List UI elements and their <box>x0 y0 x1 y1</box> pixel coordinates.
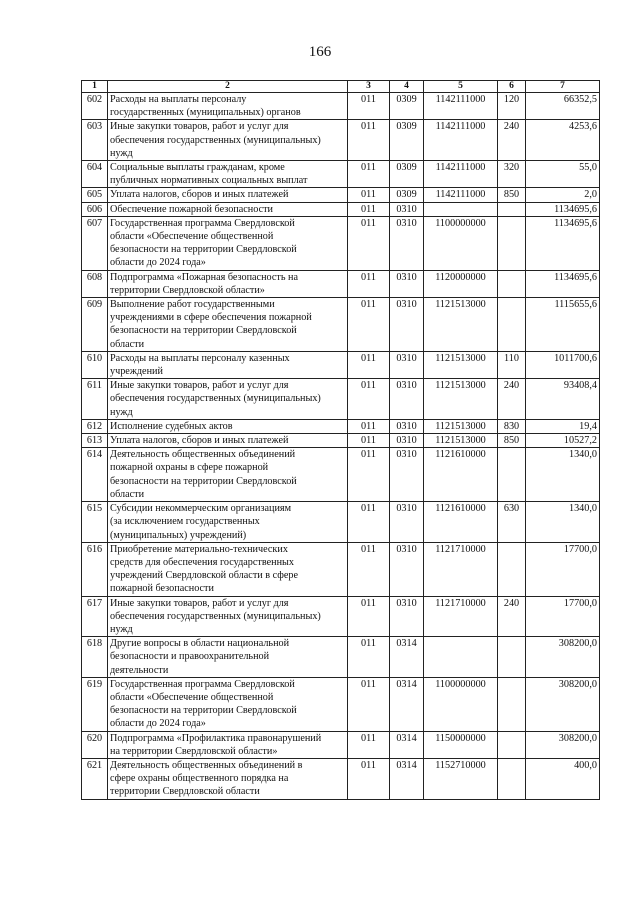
table-row <box>82 448 600 502</box>
row-number: 613 <box>82 434 108 448</box>
expense-type-code: 120 <box>498 93 526 120</box>
amount: 93408,4 <box>526 379 600 420</box>
amount: 66352,5 <box>526 93 600 120</box>
table-row <box>82 419 600 433</box>
row-name-line: обеспечения государственных (муниципальных) <box>110 610 321 622</box>
row-name-line: Деятельность общественных объединений <box>110 449 296 461</box>
row-name <box>108 270 348 297</box>
row-name-line: деятельности <box>110 664 169 676</box>
row-number: 615 <box>82 502 108 543</box>
table-row <box>82 434 600 448</box>
row-name <box>108 202 348 216</box>
header-row <box>82 81 600 93</box>
row-name-line: безопасности на территории Свердловской <box>110 475 297 487</box>
row-name-line: (за исключением государственных <box>110 516 260 528</box>
amount: 1134695,6 <box>526 216 600 270</box>
section-code: 0310 <box>390 596 424 637</box>
row-number: 604 <box>82 161 108 188</box>
section-code: 0310 <box>390 351 424 378</box>
target-article-code: 1100000000 <box>424 216 498 270</box>
row-name-line: Расходы на выплаты персоналу казенных <box>110 352 290 364</box>
row-name-line: пожарной безопасности <box>110 583 214 595</box>
row-name <box>108 161 348 188</box>
table-row <box>82 542 600 596</box>
row-name-line: сфере охраны общественного порядка на <box>110 773 289 785</box>
section-code: 0310 <box>390 448 424 502</box>
section-code: 0310 <box>390 216 424 270</box>
row-name-line: области до 2024 года» <box>110 257 206 269</box>
row-name-line: нужд <box>110 623 133 635</box>
ministry-code: 011 <box>348 448 390 502</box>
expense-type-code <box>498 542 526 596</box>
row-name-line: территории Свердловской области» <box>110 284 265 296</box>
amount: 17700,0 <box>526 596 600 637</box>
expense-type-code: 240 <box>498 596 526 637</box>
row-number: 618 <box>82 637 108 678</box>
section-code: 0314 <box>390 677 424 731</box>
row-number: 621 <box>82 758 108 799</box>
row-name-line: области <box>110 488 145 500</box>
expense-type-code: 240 <box>498 379 526 420</box>
header-cell: 4 <box>390 81 424 93</box>
table-row <box>82 270 600 297</box>
row-number: 610 <box>82 351 108 378</box>
header-cell: 7 <box>526 81 600 93</box>
row-name-line: Подпрограмма «Профилактика правонарушений <box>110 732 322 744</box>
row-name-line: учреждений Свердловской области в сфере <box>110 570 299 582</box>
row-name <box>108 502 348 543</box>
expense-type-code: 240 <box>498 120 526 161</box>
row-number: 611 <box>82 379 108 420</box>
section-code: 0310 <box>390 542 424 596</box>
row-name <box>108 120 348 161</box>
row-name-line: Приобретение материально-технических <box>110 543 288 555</box>
row-name-line: государственных (муниципальных) органов <box>110 107 301 119</box>
expense-type-code: 850 <box>498 188 526 202</box>
header-cell: 6 <box>498 81 526 93</box>
row-name-line: области «Обеспечение общественной <box>110 231 274 243</box>
section-code: 0309 <box>390 188 424 202</box>
amount: 308200,0 <box>526 731 600 758</box>
row-name-line: безопасности на территории Свердловской <box>110 705 297 717</box>
expense-type-code <box>498 758 526 799</box>
row-name-line: Социальные выплаты гражданам, кроме <box>110 162 285 174</box>
expense-type-code <box>498 637 526 678</box>
row-name-line: Иные закупки товаров, работ и услуг для <box>110 380 289 392</box>
ministry-code: 011 <box>348 216 390 270</box>
row-name-line: Иные закупки товаров, работ и услуг для <box>110 597 289 609</box>
row-name <box>108 298 348 352</box>
row-name-line: средств для обеспечения государственных <box>110 556 294 568</box>
row-name-line: Уплата налогов, сборов и иных платежей <box>110 435 289 447</box>
section-code: 0310 <box>390 202 424 216</box>
target-article-code: 1121513000 <box>424 419 498 433</box>
row-name-line: учреждений <box>110 366 163 378</box>
amount: 1340,0 <box>526 502 600 543</box>
row-number: 619 <box>82 677 108 731</box>
row-number: 603 <box>82 120 108 161</box>
amount: 1134695,6 <box>526 270 600 297</box>
section-code: 0314 <box>390 758 424 799</box>
amount: 1134695,6 <box>526 202 600 216</box>
expense-type-code: 630 <box>498 502 526 543</box>
table-row <box>82 216 600 270</box>
target-article-code: 1142111000 <box>424 188 498 202</box>
row-name <box>108 758 348 799</box>
amount: 17700,0 <box>526 542 600 596</box>
amount: 55,0 <box>526 161 600 188</box>
table-row <box>82 677 600 731</box>
row-name-line: Обеспечение пожарной безопасности <box>110 203 274 215</box>
expense-type-code <box>498 216 526 270</box>
row-name-line: обеспечения государственных (муниципальных) <box>110 134 321 146</box>
row-name-line: Уплата налогов, сборов и иных платежей <box>110 189 289 201</box>
expense-type-code: 320 <box>498 161 526 188</box>
ministry-code: 011 <box>348 379 390 420</box>
target-article-code: 1121513000 <box>424 298 498 352</box>
target-article-code: 1121513000 <box>424 351 498 378</box>
amount: 2,0 <box>526 188 600 202</box>
header-cell: 3 <box>348 81 390 93</box>
row-name <box>108 351 348 378</box>
row-name-line: территории Свердловской области <box>110 786 260 798</box>
section-code: 0309 <box>390 161 424 188</box>
table-row <box>82 596 600 637</box>
row-name <box>108 637 348 678</box>
row-number: 607 <box>82 216 108 270</box>
row-name-line: Выполнение работ государственными <box>110 299 275 311</box>
row-name-line: Государственная программа Свердловской <box>110 217 295 229</box>
row-number: 606 <box>82 202 108 216</box>
ministry-code: 011 <box>348 161 390 188</box>
ministry-code: 011 <box>348 677 390 731</box>
row-name-line: безопасности на территории Свердловской <box>110 244 297 256</box>
expense-type-code: 110 <box>498 351 526 378</box>
row-number: 616 <box>82 542 108 596</box>
amount: 10527,2 <box>526 434 600 448</box>
amount: 1340,0 <box>526 448 600 502</box>
ministry-code: 011 <box>348 120 390 161</box>
row-name <box>108 731 348 758</box>
row-name-line: Исполнение судебных актов <box>110 420 233 432</box>
expense-type-code <box>498 677 526 731</box>
target-article-code: 1142111000 <box>424 161 498 188</box>
ministry-code: 011 <box>348 93 390 120</box>
table-row <box>82 758 600 799</box>
row-name-line: Государственная программа Свердловской <box>110 678 295 690</box>
row-name <box>108 448 348 502</box>
ministry-code: 011 <box>348 434 390 448</box>
row-name <box>108 419 348 433</box>
target-article-code: 1121610000 <box>424 448 498 502</box>
table-row <box>82 93 600 120</box>
row-name-line: публичных нормативных социальных выплат <box>110 175 308 187</box>
amount: 308200,0 <box>526 637 600 678</box>
row-number: 620 <box>82 731 108 758</box>
row-name-line: Расходы на выплаты персоналу <box>110 94 247 105</box>
ministry-code: 011 <box>348 351 390 378</box>
amount: 1011700,6 <box>526 351 600 378</box>
section-code: 0310 <box>390 298 424 352</box>
table-row <box>82 120 600 161</box>
table-row <box>82 731 600 758</box>
row-name-line: Другие вопросы в области национальной <box>110 638 290 650</box>
row-name-line: на территории Свердловской области» <box>110 745 278 757</box>
target-article-code: 1120000000 <box>424 270 498 297</box>
row-name-line: учреждениями в сфере обеспечения пожарной <box>110 312 312 324</box>
row-name-line: (муниципальных) учреждений) <box>110 529 247 541</box>
ministry-code: 011 <box>348 419 390 433</box>
header-cell: 5 <box>424 81 498 93</box>
table-row <box>82 379 600 420</box>
amount: 308200,0 <box>526 677 600 731</box>
row-name-line: безопасности на территории Свердловской <box>110 325 297 337</box>
row-name-line: Подпрограмма «Пожарная безопасность на <box>110 271 299 283</box>
target-article-code <box>424 637 498 678</box>
row-name-line: области <box>110 338 145 350</box>
ministry-code: 011 <box>348 202 390 216</box>
section-code: 0310 <box>390 434 424 448</box>
target-article-code: 1121710000 <box>424 542 498 596</box>
row-name-line: Иные закупки товаров, работ и услуг для <box>110 121 289 133</box>
table-row <box>82 188 600 202</box>
section-code: 0310 <box>390 502 424 543</box>
row-name-line: области «Обеспечение общественной <box>110 691 274 703</box>
row-name <box>108 379 348 420</box>
target-article-code: 1121610000 <box>424 502 498 543</box>
ministry-code: 011 <box>348 502 390 543</box>
table-row <box>82 351 600 378</box>
table-row <box>82 202 600 216</box>
budget-table <box>81 80 600 800</box>
table-row <box>82 298 600 352</box>
target-article-code <box>424 202 498 216</box>
amount: 19,4 <box>526 419 600 433</box>
ministry-code: 011 <box>348 188 390 202</box>
ministry-code: 011 <box>348 637 390 678</box>
expense-type-code <box>498 270 526 297</box>
row-number: 602 <box>82 93 108 120</box>
row-name-line: нужд <box>110 147 133 159</box>
row-name-line: пожарной охраны в сфере пожарной <box>110 462 269 474</box>
amount: 4253,6 <box>526 120 600 161</box>
table-body <box>82 93 600 800</box>
row-name <box>108 93 348 120</box>
ministry-code: 011 <box>348 596 390 637</box>
expense-type-code <box>498 448 526 502</box>
amount: 1115655,6 <box>526 298 600 352</box>
target-article-code: 1121513000 <box>424 379 498 420</box>
target-article-code: 1142111000 <box>424 120 498 161</box>
row-name-line: Деятельность общественных объединений в <box>110 759 303 771</box>
row-name-line: безопасности и правоохранительной <box>110 651 270 663</box>
header-cell: 1 <box>82 81 108 93</box>
row-number: 614 <box>82 448 108 502</box>
section-code: 0314 <box>390 637 424 678</box>
row-number: 612 <box>82 419 108 433</box>
row-name-line: нужд <box>110 406 133 418</box>
row-name <box>108 677 348 731</box>
row-name-line: обеспечения государственных (муниципальных) <box>110 393 321 405</box>
row-number: 608 <box>82 270 108 297</box>
target-article-code: 1100000000 <box>424 677 498 731</box>
expense-type-code <box>498 731 526 758</box>
target-article-code: 1121513000 <box>424 434 498 448</box>
section-code: 0309 <box>390 93 424 120</box>
ministry-code: 011 <box>348 270 390 297</box>
row-number: 605 <box>82 188 108 202</box>
target-article-code: 1150000000 <box>424 731 498 758</box>
page-number: 166 <box>308 44 332 60</box>
amount: 400,0 <box>526 758 600 799</box>
row-name <box>108 434 348 448</box>
table-row <box>82 502 600 543</box>
expense-type-code: 830 <box>498 419 526 433</box>
row-number: 609 <box>82 298 108 352</box>
row-name <box>108 596 348 637</box>
row-name-line: области до 2024 года» <box>110 718 206 730</box>
section-code: 0310 <box>390 270 424 297</box>
expense-type-code <box>498 298 526 352</box>
target-article-code: 1121710000 <box>424 596 498 637</box>
ministry-code: 011 <box>348 758 390 799</box>
section-code: 0309 <box>390 120 424 161</box>
row-name-line: Субсидии некоммерческим организациям <box>110 503 292 515</box>
row-name <box>108 216 348 270</box>
row-number: 617 <box>82 596 108 637</box>
header-cell: 2 <box>108 81 348 93</box>
ministry-code: 011 <box>348 542 390 596</box>
table-row <box>82 161 600 188</box>
section-code: 0310 <box>390 419 424 433</box>
target-article-code: 1142111000 <box>424 93 498 120</box>
section-code: 0314 <box>390 731 424 758</box>
ministry-code: 011 <box>348 731 390 758</box>
section-code: 0310 <box>390 379 424 420</box>
expense-type-code: 850 <box>498 434 526 448</box>
row-name <box>108 188 348 202</box>
table-row <box>82 637 600 678</box>
row-name <box>108 542 348 596</box>
expense-type-code <box>498 202 526 216</box>
target-article-code: 1152710000 <box>424 758 498 799</box>
ministry-code: 011 <box>348 298 390 352</box>
